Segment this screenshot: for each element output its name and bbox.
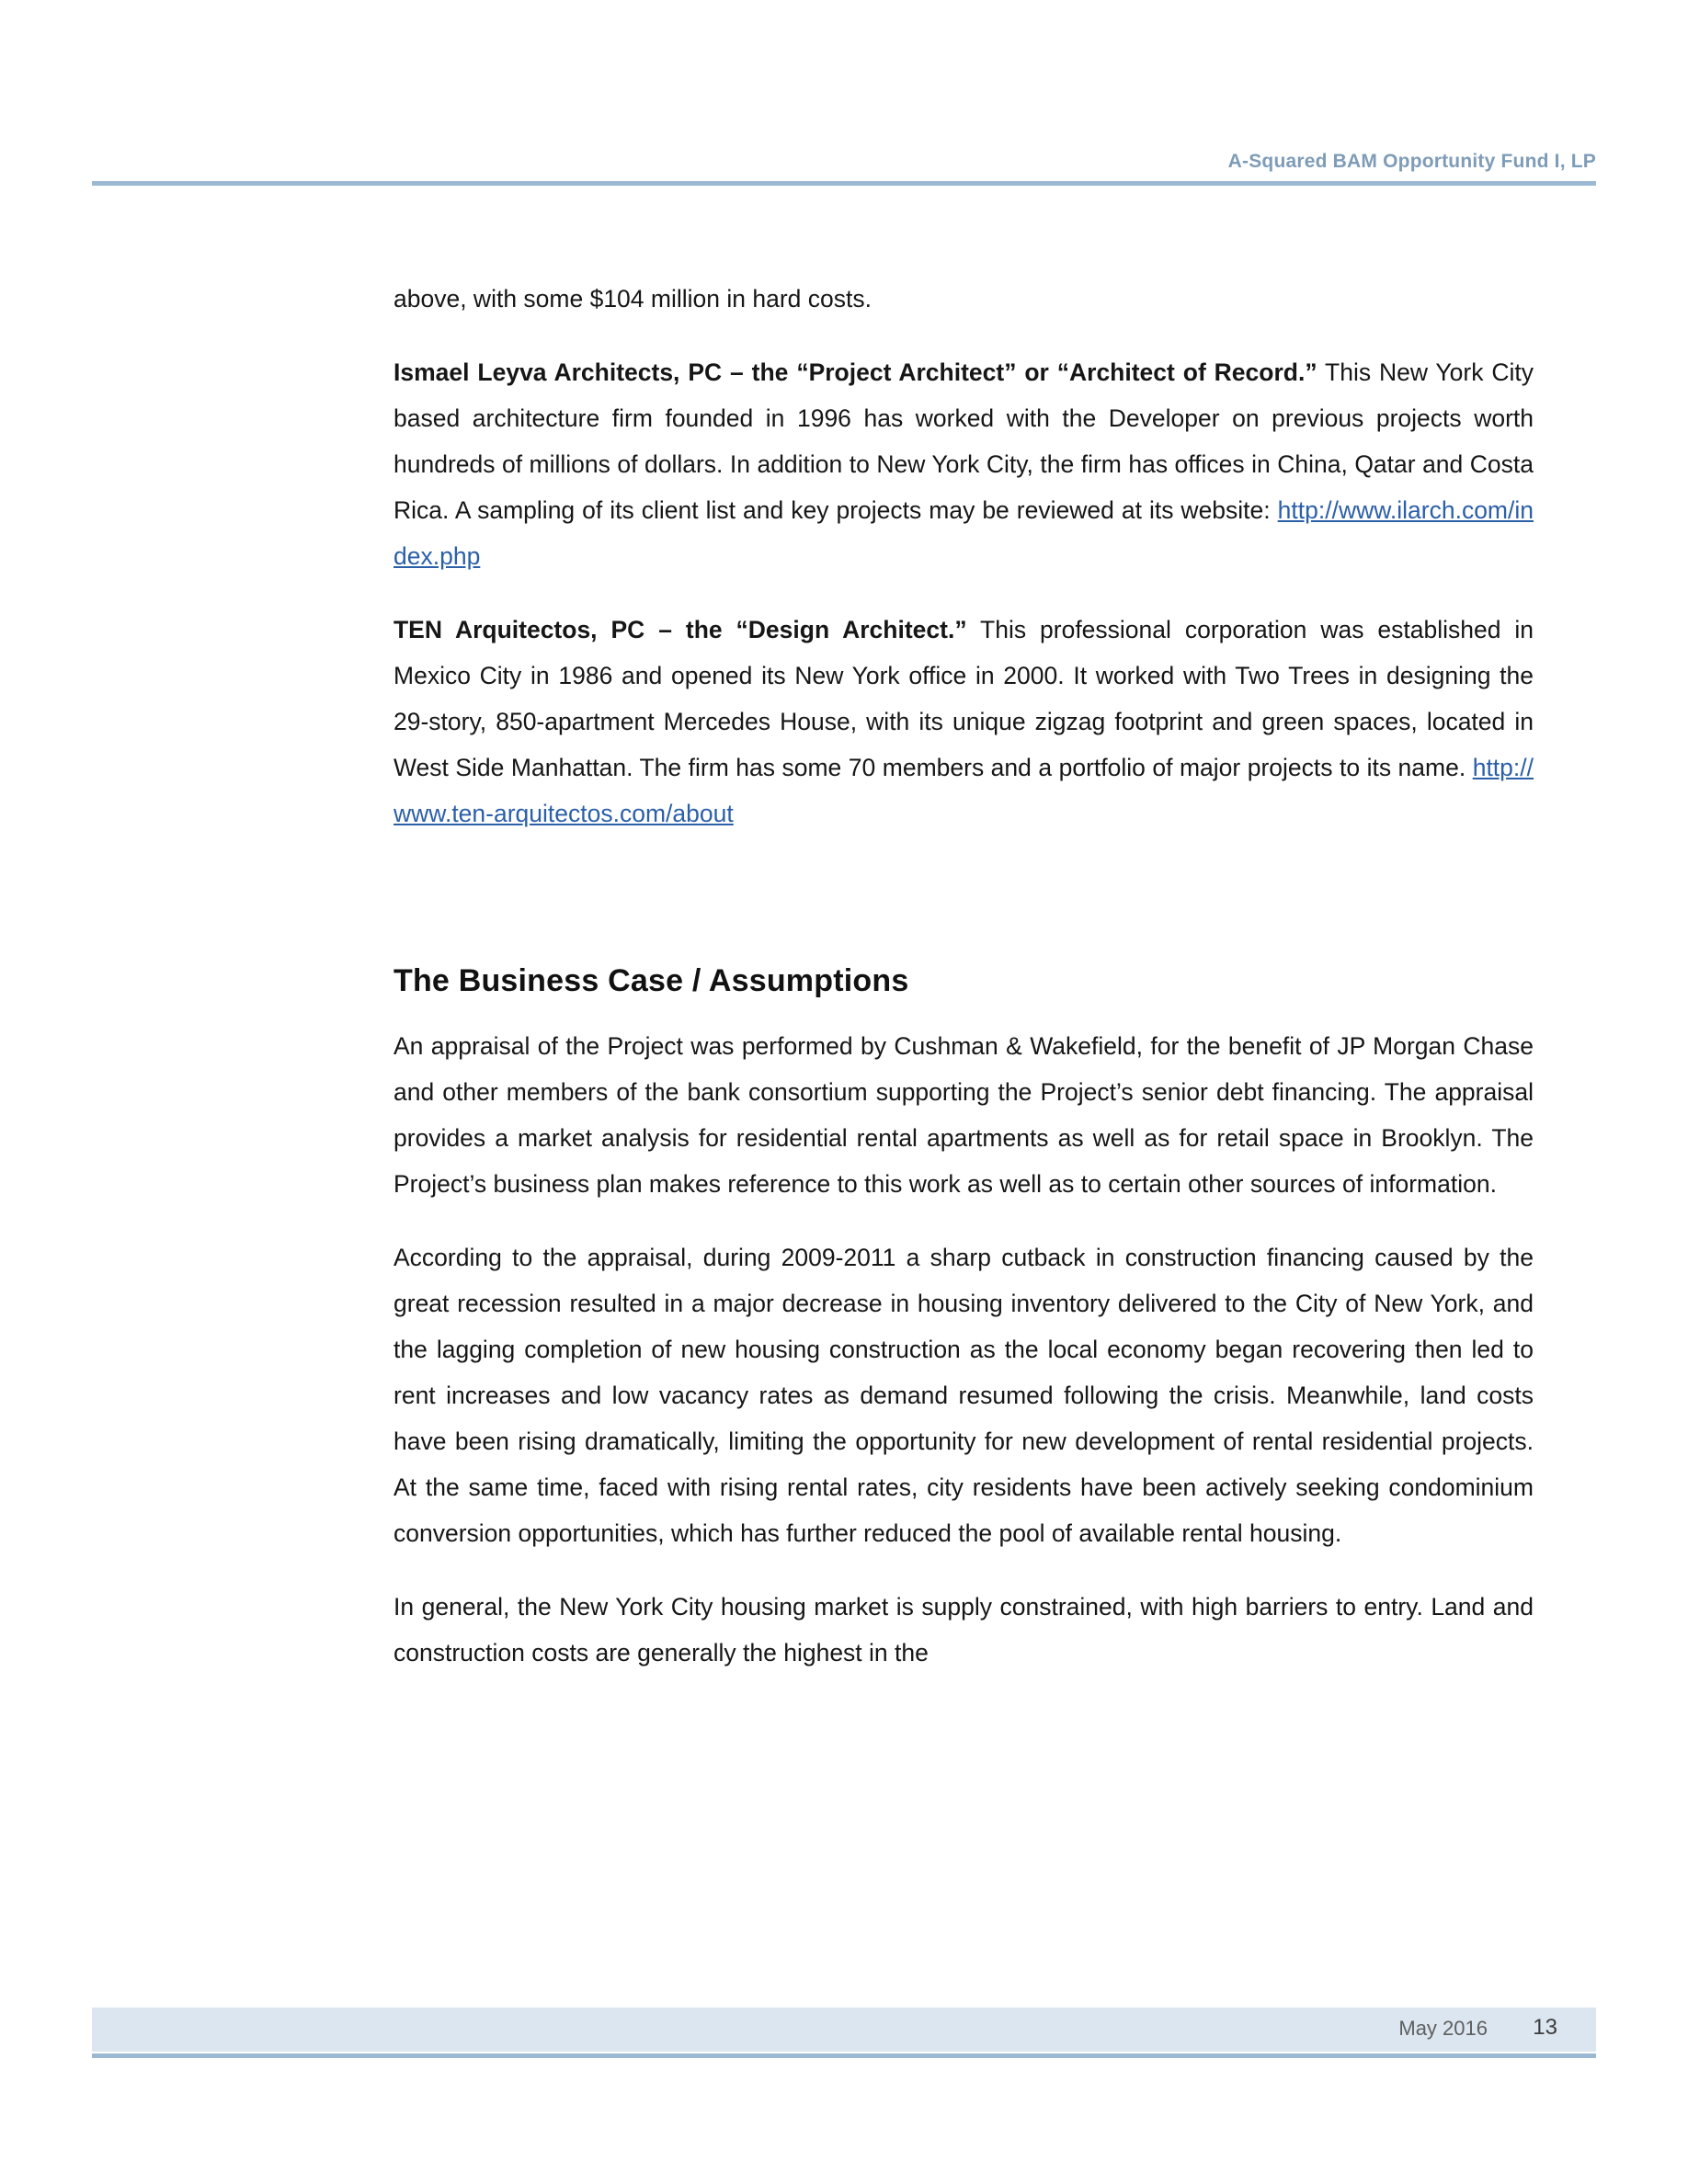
section-spacer <box>393 864 1534 963</box>
paragraph-market-history: According to the appraisal, during 2009-2011 a sharp cutback in construction financing caused by the great recession resulted in a major decrease in housing inventory delivered to the City of New York, and the lagging completion of new housing construction as the local economy began recovering then led to rent increases and low vacancy rates as demand resumed following the crisis. Meanwhile, land costs have been rising dramatically, limiting the opportunity for new development of rental residential projects. At the same time, faced with rising rental rates, city residents have been actively seeking condominium conversion opportunities, which has further reduced the pool of available rental housing. <box>393 1244 1534 1547</box>
page-footer <box>92 2008 1596 2072</box>
footer-divider <box>92 2053 1596 2058</box>
paragraph-appraisal: An appraisal of the Project was performed by Cushman & Wakefield, for the benefit of JP Morgan Chase and other members of the bank consortium supporting the Project’s senior debt financing. The appraisal provides a market analysis for residential rental apartments as well as for retail space in Brooklyn. The Project’s business plan makes reference to this work as well as to certain other sources of information. <box>393 1032 1534 1198</box>
paragraph-intro: above, with some $104 million in hard costs. <box>393 285 872 313</box>
footer-band <box>92 2008 1596 2052</box>
header-divider <box>92 181 1596 186</box>
footer-date: May 2016 <box>1398 2017 1488 2040</box>
paragraph-ten-arquitectos <box>393 607 1534 836</box>
link-ilarch[interactable]: http://www.ilarch.com/index.php <box>393 496 1534 570</box>
page-header <box>92 138 1596 193</box>
paragraph-body-ismael-leyva: This New York City based architecture firm founded in 1996 has worked with the Developer on previous projects worth hundreds of millions of dollars. In addition to New York City, the firm has offices in China, Qatar and Costa Rica. A sampling of its client list and key projects may be reviewed at its website: <box>393 358 1534 524</box>
page-content <box>393 276 1534 1676</box>
section-heading-business-case: The Business Case / Assumptions <box>393 963 909 998</box>
footer-page-number: 13 <box>1533 2015 1557 2040</box>
paragraph-lead-ismael-leyva: Ismael Leyva Architects, PC – the “Project Architect” or “Architect of Record.” <box>393 358 1317 386</box>
header-title: A-Squared BAM Opportunity Fund I, LP <box>1227 151 1596 172</box>
link-ten-arquitectos[interactable]: http://www.ten-arquitectos.com/about <box>393 754 1534 827</box>
paragraph-body-ten-arquitectos: This professional corporation was established in Mexico City in 1986 and opened its New York office in 2000. It worked with Two Trees in designing the 29-story, 850-apartment Mercedes House, with its unique zigzag footprint and green spaces, located in West Side Manhattan. The firm has some 70 members and a portfolio of major projects to its name. <box>393 616 1534 781</box>
paragraph-ismael-leyva <box>393 349 1534 579</box>
paragraph-supply-constrained: In general, the New York City housing market is supply constrained, with high barriers to entry. Land and construction costs are generally the highest in the <box>393 1593 1534 1666</box>
paragraph-lead-ten-arquitectos: TEN Arquitectos, PC – the “Design Architect.” <box>393 616 967 643</box>
